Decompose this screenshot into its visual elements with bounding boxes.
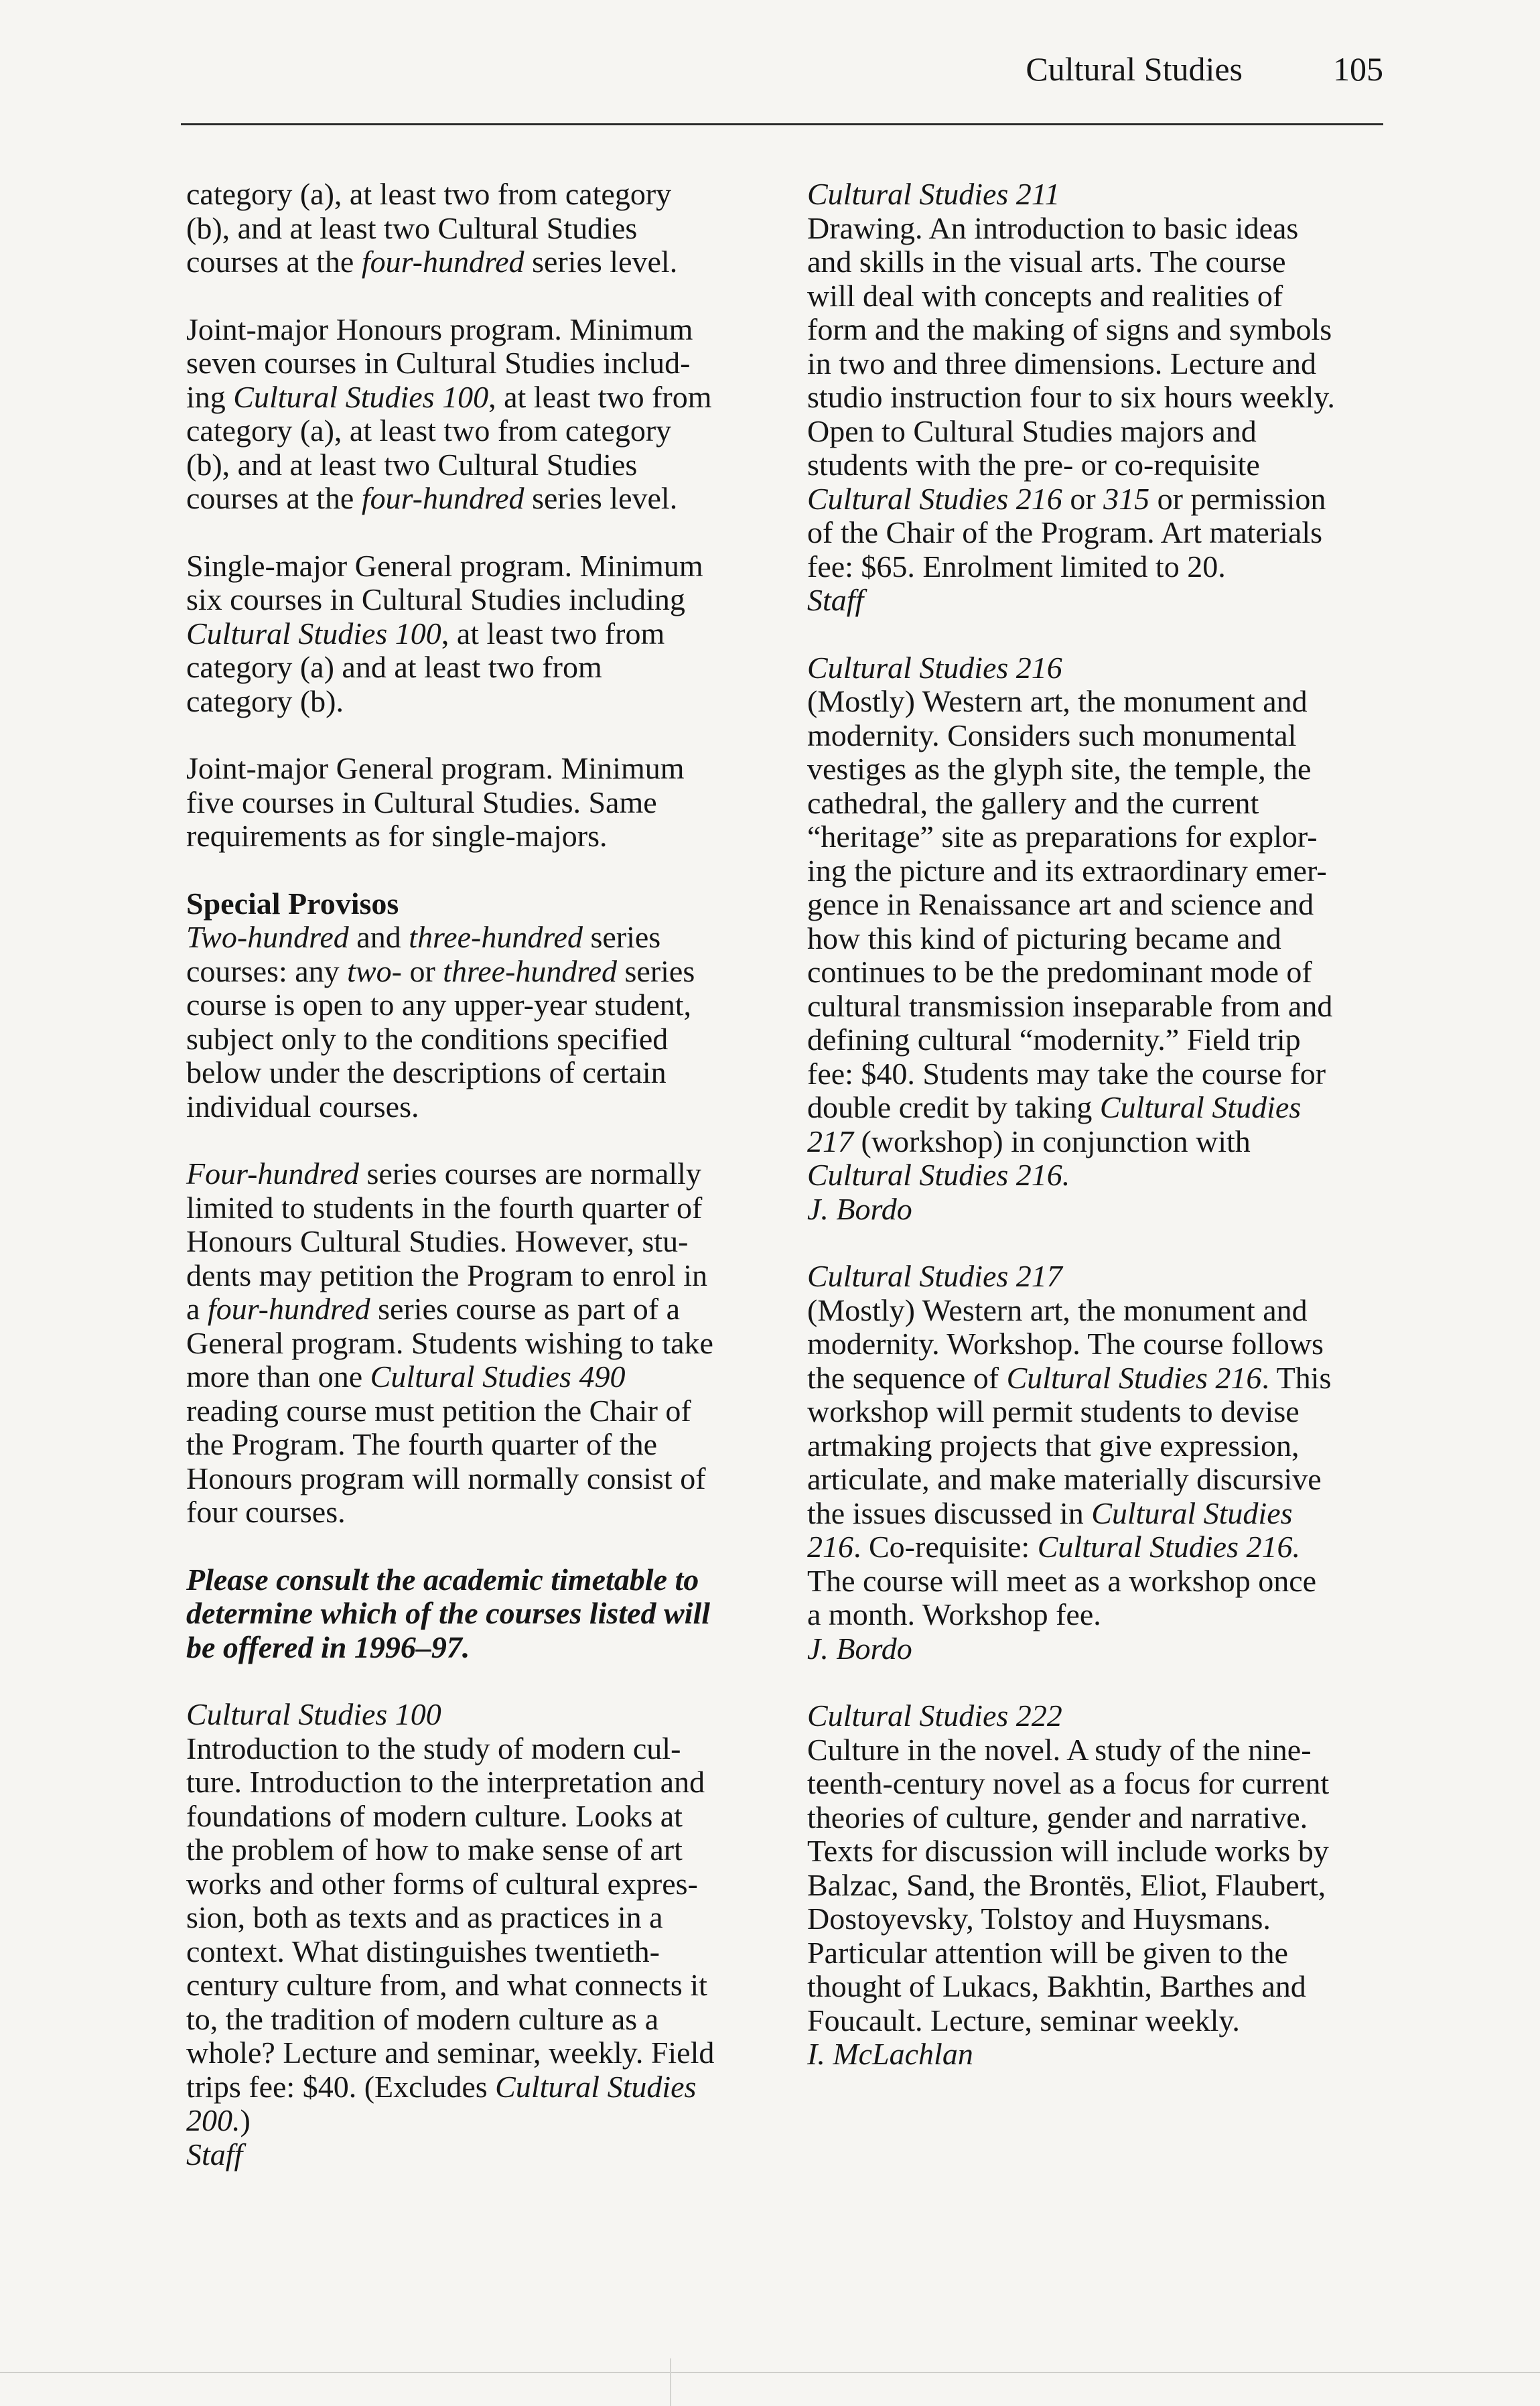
text-line (186, 1090, 769, 1124)
text-run: the Program. The fourth quarter of the (186, 1427, 657, 1461)
text-line (186, 2070, 769, 2104)
text-line (807, 854, 1397, 888)
course-title: Cultural Studies 217 (807, 1259, 1062, 1293)
text-line (186, 2036, 769, 2070)
course-instructor: Staff (186, 2137, 243, 2171)
text-line (186, 245, 769, 279)
course-title: Cultural Studies 100 (186, 1697, 441, 1731)
header-title: Cultural Studies (1026, 50, 1243, 88)
text-line (186, 1935, 769, 1969)
paragraph (186, 1157, 769, 1530)
text-run: series (617, 953, 695, 988)
text-line (807, 550, 1397, 584)
text-run: courses: any (186, 953, 348, 988)
text-run: Particular attention will be given to the (807, 1935, 1288, 1970)
text-run: ture. Introduction to the interpretation and (186, 1765, 705, 1799)
text-line (807, 719, 1397, 753)
text-line (807, 990, 1397, 1024)
text-run: two- (347, 953, 402, 988)
text-line (186, 1259, 769, 1293)
text-run: category (b). (186, 683, 344, 718)
text-run: studio instruction four to six hours weekly. (807, 380, 1335, 414)
text-line (186, 887, 769, 921)
text-run: thought of Lukacs, Bakhtin, Barthes and (807, 1969, 1306, 2003)
text-line (807, 1902, 1397, 1936)
text-run: series courses are normally (359, 1156, 701, 1191)
text-run: to, the tradition of modern culture as a (186, 2001, 659, 2036)
text-run: course is open to any upper-year student, (186, 988, 692, 1022)
paragraph (186, 752, 769, 854)
text-run: ing the picture and its extraordinary emer- (807, 853, 1327, 888)
text-line (807, 685, 1397, 719)
left-column (186, 178, 769, 2205)
text-line (807, 955, 1397, 990)
course-instructor: I. McLachlan (807, 2037, 973, 2071)
text-run: Please consult the academic timetable to (186, 1562, 699, 1597)
text-run: series level. (524, 481, 678, 515)
text-run: four-hundred (207, 1292, 370, 1326)
text-line (186, 1800, 769, 1834)
left-course-entries (186, 1698, 769, 2171)
text-run: six courses in Cultural Studies including (186, 582, 685, 616)
course-title: Cultural Studies 216 (807, 650, 1062, 685)
text-run: Special Provisos (186, 886, 399, 921)
text-line (186, 313, 769, 347)
text-line (186, 1462, 769, 1496)
text-line (807, 1429, 1397, 1463)
text-line (186, 549, 769, 584)
text-line (186, 1056, 769, 1090)
text-line (807, 1869, 1397, 1903)
text-line (807, 820, 1397, 854)
text-run: Four-hundred (186, 1156, 360, 1191)
course-instructor: J. Bordo (807, 1191, 912, 1226)
text-run: cathedral, the gallery and the current (807, 785, 1259, 820)
text-run: determine which of the courses listed will (186, 1596, 711, 1630)
text-line (186, 786, 769, 820)
text-run: 200. (186, 2103, 240, 2137)
text-line (807, 1936, 1397, 1970)
text-line (807, 1294, 1397, 1328)
text-run: modernity. Workshop. The course follows (807, 1327, 1324, 1361)
text-line (807, 347, 1397, 381)
paragraph (186, 549, 769, 719)
text-run: subject only to the conditions specified (186, 1021, 669, 1056)
text-run: works and other forms of cultural expres- (186, 1866, 698, 1901)
text-run: Drawing. An introduction to basic ideas (807, 210, 1299, 245)
text-line (186, 1428, 769, 1462)
paragraph (186, 313, 769, 516)
text-run: Culture in the novel. A study of the nine- (807, 1732, 1312, 1767)
course-title: Cultural Studies 211 (807, 177, 1060, 211)
text-run: context. What distinguishes twentieth- (186, 1934, 660, 1968)
text-run: reading course must petition the Chair of (186, 1393, 691, 1428)
text-run: vestiges as the glyph site, the temple, the (807, 752, 1312, 786)
text-run: . Co-requisite: (853, 1530, 1038, 1564)
text-run: Foucault. Lecture, seminar weekly. (807, 2003, 1240, 2037)
text-run: gence in Renaissance art and science and (807, 887, 1314, 921)
text-line (186, 1968, 769, 2003)
text-line (807, 1125, 1397, 1159)
text-run: a month. Workshop fee. (807, 1597, 1101, 1631)
text-run: below under the descriptions of certain (186, 1055, 667, 1089)
text-run: continues to be the predominant mode of (807, 955, 1312, 989)
text-run: how this kind of picturing became and (807, 921, 1281, 955)
text-run: double credit by taking (807, 1090, 1100, 1124)
text-line (807, 1327, 1397, 1361)
text-run: Balzac, Sand, the Brontës, Eliot, Flaubert, (807, 1867, 1326, 1902)
text-run: Single-major General program. Minimum (186, 548, 703, 583)
text-line (186, 921, 769, 955)
text-line (807, 1598, 1397, 1632)
text-line (186, 819, 769, 854)
text-line (807, 313, 1397, 347)
text-line (186, 1901, 769, 1935)
text-run: series course as part of a (370, 1292, 680, 1326)
text-line (807, 279, 1397, 314)
text-run: . This (1261, 1360, 1332, 1395)
text-line (186, 1292, 769, 1327)
text-run: series (582, 920, 661, 954)
paragraph (186, 1563, 769, 1665)
text-line (186, 1394, 769, 1428)
text-run: and (348, 920, 409, 954)
text-line (186, 178, 769, 212)
text-line (186, 1563, 769, 1597)
text-run: articulate, and make materially discursive (807, 1462, 1322, 1496)
text-run: the sequence of (807, 1360, 1007, 1395)
text-line (807, 1395, 1397, 1429)
text-run: Joint-major Honours program. Minimum (186, 312, 693, 346)
text-run: Texts for discussion will include works by (807, 1834, 1329, 1868)
text-line (807, 245, 1397, 279)
text-run: 217 (807, 1124, 853, 1158)
text-line (807, 448, 1397, 482)
text-run: Joint-major General program. Minimum (186, 751, 685, 785)
text-run: five courses in Cultural Studies. Same (186, 785, 657, 819)
text-run: courses at the (186, 245, 362, 279)
left-paragraphs (186, 178, 769, 1664)
text-line (807, 787, 1397, 821)
text-run: and skills in the visual arts. The course (807, 245, 1286, 279)
text-line (807, 922, 1397, 956)
text-run: theories of culture, gender and narrative. (807, 1800, 1308, 1834)
text-line (807, 1158, 1397, 1193)
text-run: courses at the (186, 481, 362, 515)
text-run: three-hundred (409, 920, 583, 954)
text-line (186, 651, 769, 685)
text-line (186, 1732, 769, 1766)
text-run: Cultural Studies (495, 2069, 697, 2104)
text-run: Open to Cultural Studies majors and (807, 413, 1257, 448)
text-run: Cultural Studies (1099, 1090, 1302, 1124)
text-line (186, 1631, 769, 1665)
text-line (186, 1495, 769, 1530)
text-run: Honours program will normally consist of (186, 1461, 706, 1495)
text-run: workshop will permit students to devise (807, 1394, 1300, 1428)
text-line (807, 1530, 1397, 1564)
text-line (186, 617, 769, 651)
text-line (807, 752, 1397, 787)
text-run: individual courses. (186, 1089, 419, 1124)
course-entry (807, 651, 1397, 1227)
text-run: category (a), at least two from category (186, 413, 672, 448)
text-run: (workshop) in conjunction with (853, 1124, 1251, 1158)
text-run: ) (240, 2103, 251, 2137)
course-entry (807, 1260, 1397, 1666)
text-run: fee: $65. Enrolment limited to 20. (807, 549, 1226, 584)
text-line (186, 2003, 769, 2037)
text-run: 315 (1103, 481, 1150, 516)
text-run: (Mostly) Western art, the monument and (807, 684, 1308, 718)
text-run: ing (186, 379, 234, 414)
text-run: or permission (1149, 481, 1326, 516)
text-run: (b), and at least two Cultural Studies (186, 447, 638, 482)
text-line (186, 1225, 769, 1259)
text-line (186, 212, 769, 246)
text-run: seven courses in Cultural Studies includ- (186, 346, 691, 380)
text-line (186, 1833, 769, 1867)
text-run: Cultural Studies 100 (233, 379, 489, 414)
paragraph (186, 178, 769, 279)
text-run: Introduction to the study of modern cul- (186, 1731, 681, 1765)
text-line (807, 1970, 1397, 2004)
text-run: four-hundred (361, 245, 524, 279)
text-line (186, 1157, 769, 1191)
text-line (807, 516, 1397, 550)
text-run: or (1062, 481, 1104, 516)
text-run: or (401, 953, 443, 988)
text-line (186, 1597, 769, 1631)
text-run: Cultural Studies 100 (186, 616, 441, 651)
text-run: the issues discussed in (807, 1495, 1092, 1530)
text-run: (b), and at least two Cultural Studies (186, 210, 638, 245)
text-run: the problem of how to make sense of art (186, 1832, 683, 1867)
text-line (807, 888, 1397, 922)
text-run: Dostoyevsky, Tolstoy and Huysmans. (807, 1901, 1271, 1936)
text-run: Cultural Studies 216 (1006, 1360, 1262, 1395)
text-line (186, 448, 769, 482)
course-entry (807, 1699, 1397, 2072)
text-line (807, 1733, 1397, 1767)
text-run: artmaking projects that give expression, (807, 1428, 1300, 1463)
text-run: century culture from, and what connects it (186, 1968, 707, 2002)
text-run: cultural transmission inseparable from and (807, 988, 1333, 1023)
text-run: category (a), at least two from category (186, 177, 672, 211)
text-run: requirements as for single-majors. (186, 819, 608, 853)
text-line (186, 482, 769, 516)
text-run: 216 (807, 1530, 853, 1564)
right-course-entries (807, 178, 1397, 2072)
text-run: Cultural Studies 490 (370, 1359, 626, 1394)
course-title: Cultural Studies 222 (807, 1698, 1062, 1733)
text-run: modernity. Considers such monumental (807, 718, 1297, 752)
bottom-fold-mark (670, 2358, 671, 2406)
running-header (181, 43, 1383, 125)
text-run: a (186, 1292, 208, 1326)
text-line (807, 1801, 1397, 1835)
text-line (186, 1360, 769, 1394)
text-line (186, 955, 769, 989)
text-line (807, 1463, 1397, 1497)
text-run: trips fee: $40. (Excludes (186, 2069, 496, 2104)
text-line (807, 1834, 1397, 1869)
text-run: foundations of modern culture. Looks at (186, 1798, 683, 1833)
text-line (186, 1191, 769, 1225)
text-line (186, 1765, 769, 1800)
text-run: more than one (186, 1359, 370, 1394)
text-run: , at least two from (488, 379, 712, 414)
text-run: students with the pre- or co-requisite (807, 448, 1260, 482)
course-entry (807, 178, 1397, 618)
text-line (807, 1767, 1397, 1801)
page-number: 105 (1333, 50, 1383, 88)
text-line (807, 482, 1397, 517)
text-run: Honours Cultural Studies. However, stu- (186, 1224, 689, 1258)
right-column (807, 178, 1397, 2105)
text-line (807, 1091, 1397, 1125)
text-line (807, 1057, 1397, 1091)
text-line (186, 1022, 769, 1057)
text-run: General program. Students wishing to take (186, 1325, 713, 1360)
text-line (186, 583, 769, 617)
text-run: will deal with concepts and realities of (807, 278, 1283, 313)
text-run: category (a) and at least two from (186, 650, 602, 684)
paragraph (186, 887, 769, 1124)
text-run: Cultural Studies (1091, 1495, 1293, 1530)
text-run: Cultural Studies 216 (807, 481, 1062, 516)
text-run: series level. (524, 245, 678, 279)
text-line (186, 685, 769, 719)
text-line (807, 2004, 1397, 2038)
text-line (807, 1564, 1397, 1599)
text-line (807, 415, 1397, 449)
text-line (807, 1023, 1397, 1057)
text-line (807, 381, 1397, 415)
text-line (186, 2104, 769, 2138)
text-line (186, 414, 769, 448)
text-run: (Mostly) Western art, the monument and (807, 1292, 1308, 1327)
bottom-scan-edge (0, 2372, 1540, 2373)
text-run: Cultural Studies 216. (1037, 1530, 1300, 1564)
text-run: four-hundred (361, 481, 524, 515)
text-run: form and the making of signs and symbols (807, 312, 1332, 346)
text-run: teenth-century novel as a focus for current (807, 1766, 1330, 1800)
text-line (186, 381, 769, 415)
text-run: “heritage” site as preparations for explor- (807, 819, 1318, 854)
text-line (807, 1497, 1397, 1531)
text-run: defining cultural “modernity.” Field trip (807, 1022, 1301, 1057)
text-line (186, 1867, 769, 1901)
text-run: limited to students in the fourth quarter of (186, 1190, 703, 1225)
text-line (186, 346, 769, 381)
text-run: sion, both as texts and as practices in a (186, 1900, 663, 1934)
text-run: in two and three dimensions. Lecture and (807, 346, 1317, 381)
text-run: three-hundred (443, 953, 618, 988)
text-run: four courses. (186, 1495, 346, 1529)
text-line (186, 1327, 769, 1361)
text-run: fee: $40. Students may take the course for (807, 1056, 1326, 1091)
text-line (186, 988, 769, 1022)
text-run: , at least two from (441, 616, 665, 651)
course-entry (186, 1698, 769, 2171)
text-run: Cultural Studies 216. (807, 1158, 1070, 1192)
text-run: dents may petition the Program to enrol in (186, 1258, 708, 1292)
text-run: whole? Lecture and seminar, weekly. Field (186, 2035, 715, 2070)
text-line (186, 752, 769, 786)
course-instructor: Staff (807, 583, 864, 617)
text-run: The course will meet as a workshop once (807, 1563, 1317, 1598)
course-instructor: J. Bordo (807, 1631, 912, 1666)
text-run: Two-hundred (186, 920, 349, 954)
text-line (807, 212, 1397, 246)
text-run: be offered in 1996–97. (186, 1629, 470, 1664)
text-line (807, 1361, 1397, 1396)
text-run: of the Chair of the Program. Art materials (807, 515, 1323, 549)
